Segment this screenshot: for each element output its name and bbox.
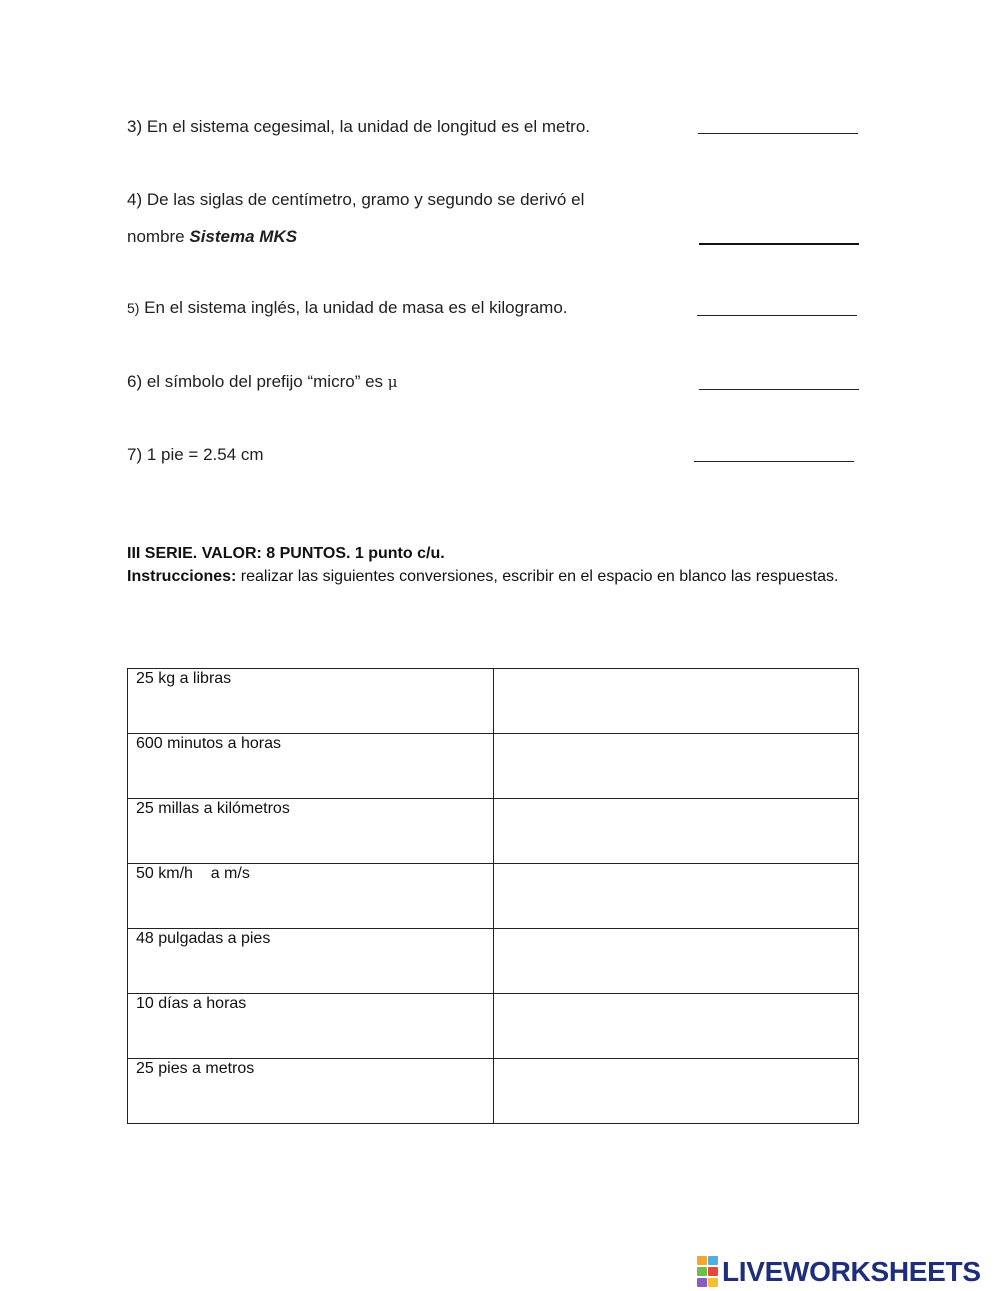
question-4-line-1 [127,190,584,210]
conversion-answer-cell[interactable] [494,734,859,799]
liveworksheets-logo [697,1256,981,1288]
conversion-answer-cell[interactable] [494,994,859,1059]
logo-block [697,1278,707,1287]
conversion-prompt: 48 pulgadas a pies [128,929,494,994]
question-5-number: 5) [127,300,140,316]
logo-block [697,1267,707,1276]
question-4-line-2 [127,227,297,247]
table-row [128,799,859,864]
logo-block [708,1267,718,1276]
question-7-answer-blank[interactable] [694,461,854,462]
table-row [128,994,859,1059]
question-4-text-line-1: 4) De las siglas de centímetro, gramo y segundo se derivó el [127,190,585,209]
conversion-prompt: 25 millas a kilómetros [128,799,494,864]
conversion-table [127,668,859,1124]
conversion-answer-cell[interactable] [494,669,859,734]
question-6-text: 6) el símbolo del prefijo “micro” es [127,372,388,391]
conversion-prompt: 50 km/h a m/s [128,864,494,929]
table-row [128,669,859,734]
logo-block [708,1256,718,1265]
question-5-text: En el sistema inglés, la unidad de masa es el kilogramo. [139,298,568,317]
table-row [128,864,859,929]
question-6-answer-blank[interactable] [699,389,859,390]
question-5 [127,298,568,318]
conversion-answer-cell[interactable] [494,1059,859,1124]
question-4-emphasis: Sistema MKS [189,227,298,246]
conversion-prompt: 10 días a horas [128,994,494,1059]
question-7 [127,445,264,465]
conversion-answer-cell[interactable] [494,864,859,929]
question-4-text-prefix: nombre [127,227,190,246]
table-row [128,929,859,994]
conversion-answer-cell[interactable] [494,799,859,864]
conversion-prompt: 600 minutos a horas [128,734,494,799]
table-row [128,734,859,799]
logo-text: LIVEWORKSHEETS [722,1256,981,1287]
question-6 [127,372,398,392]
question-3-text: 3) En el sistema cegesimal, la unidad de longitud es el metro. [127,117,591,136]
logo-block [708,1278,718,1287]
logo-block [697,1256,707,1265]
question-3 [127,117,590,137]
question-3-answer-blank[interactable] [698,133,858,134]
series-title: III SERIE. VALOR: 8 PUNTOS. 1 punto c/u. [127,545,445,562]
series-instructions [127,566,847,587]
conversion-prompt: 25 kg a libras [128,669,494,734]
logo-blocks-icon [697,1256,718,1288]
conversion-prompt: 25 pies a metros [128,1059,494,1124]
table-row [128,1059,859,1124]
instructions-text: realizar las siguientes conversiones, escribir en el espacio en blanco las respuestas. [236,568,839,585]
conversion-answer-cell[interactable] [494,929,859,994]
instructions-label: Instrucciones: [127,568,237,585]
question-4-answer-blank[interactable] [699,243,859,245]
question-7-text: 7) 1 pie = 2.54 cm [127,445,264,464]
micro-symbol: μ [387,373,398,391]
question-5-answer-blank[interactable] [697,315,857,316]
